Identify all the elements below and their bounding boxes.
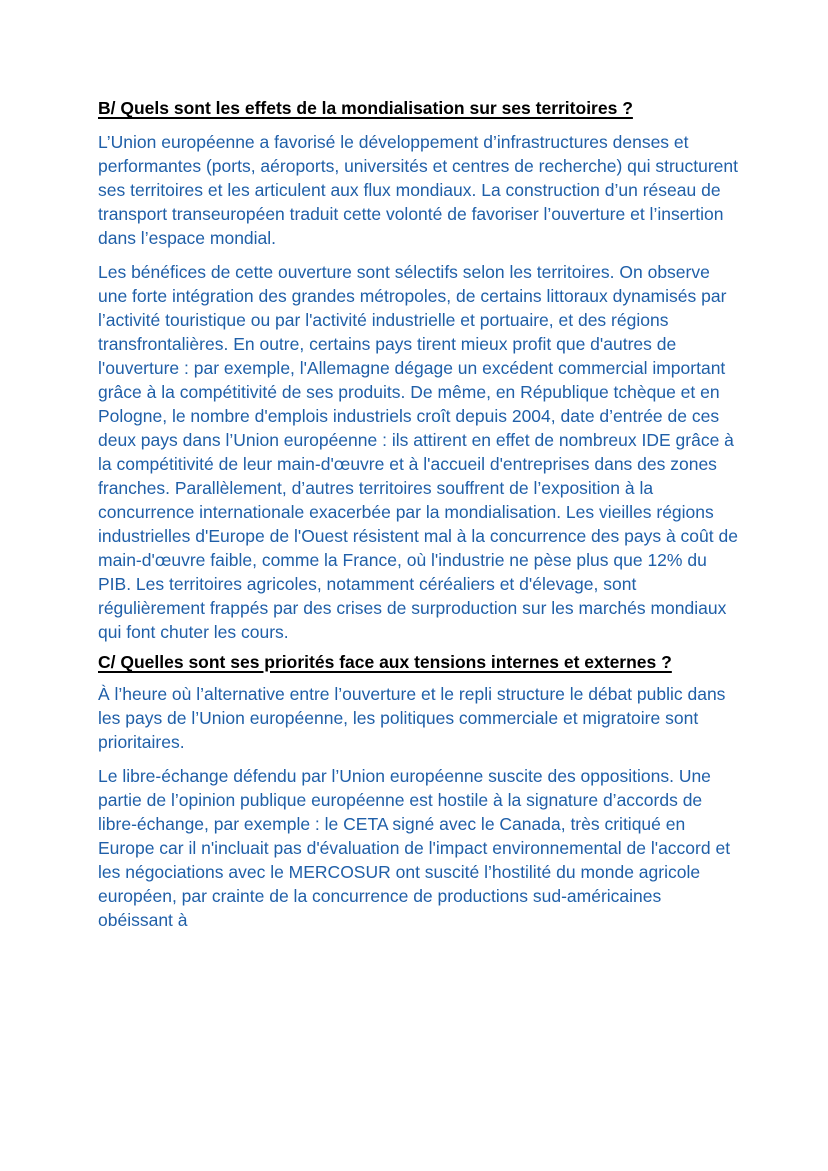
section-b-heading: B/ Quels sont les effets de la mondialisation sur ses territoires ? (98, 98, 633, 118)
section-c-heading: C/ Quelles sont ses priorités face aux tensions internes et externes ? (98, 652, 672, 672)
document-page (98, 96, 738, 932)
section-b-paragraph-2: Les bénéfices de cette ouverture sont sélectifs selon les territoires. On observe une forte intégration des grandes métropoles, de certains littoraux dynamisés par l’activité touristique ou par l'activité industrielle et portuaire, et des régions transfrontalières. En outre, certains pays tirent mieux profit que d'autres de l'ouverture : par exemple, l'Allemagne dégage un excédent commercial important grâce à la compétitivité de ses produits. De même, en République tchèque et en Pologne, le nombre d'emplois industriels croît depuis 2004, date d’entrée de ces deux pays dans l’Union européenne : ils attirent en effet de nombreux IDE grâce à la compétitivité de leur main-d'œuvre et à l'accueil d'entreprises dans des zones franches. Parallèlement, d’autres territoires souffrent de l’exposition à la concurrence internationale exacerbée par la mondialisation. Les vieilles régions industrielles d'Europe de l'Ouest résistent mal à la concurrence des pays à coût de main-d'œuvre faible, comme la France, où l'industrie ne pèse plus que 12% du PIB. Les territoires agricoles, notamment céréaliers et d'élevage, sont régulièrement frappés par des crises de surproduction sur les marchés mondiaux qui font chuter les cours. (98, 262, 738, 642)
section-c-paragraph-1: À l’heure où l’alternative entre l’ouverture et le repli structure le débat public dans les pays de l’Union européenne, les politiques commerciale et migratoire sont prioritaires. (98, 684, 726, 752)
section-c-paragraph-2: Le libre-échange défendu par l’Union européenne suscite des oppositions. Une partie de l’opinion publique européenne est hostile à la signature d’accords de libre-échange, par exemple : le CETA signé avec le Canada, très critiqué en Europe car il n'incluait pas d'évaluation de l'impact environnemental de l'accord et les négociations avec le MERCOSUR ont suscité l’hostilité du monde agricole européen, par crainte de la concurrence de productions sud-américaines obéissant à (98, 766, 731, 930)
section-b-paragraph-1: L’Union européenne a favorisé le développement d’infrastructures denses et performantes (ports, aéroports, universités et centres de recherche) qui structurent ses territoires et les articulent aux flux mondiaux. La construction d’un réseau de transport transeuropéen traduit cette volonté de favoriser l’ouverture et l’insertion dans l’espace mondial. (98, 132, 739, 248)
